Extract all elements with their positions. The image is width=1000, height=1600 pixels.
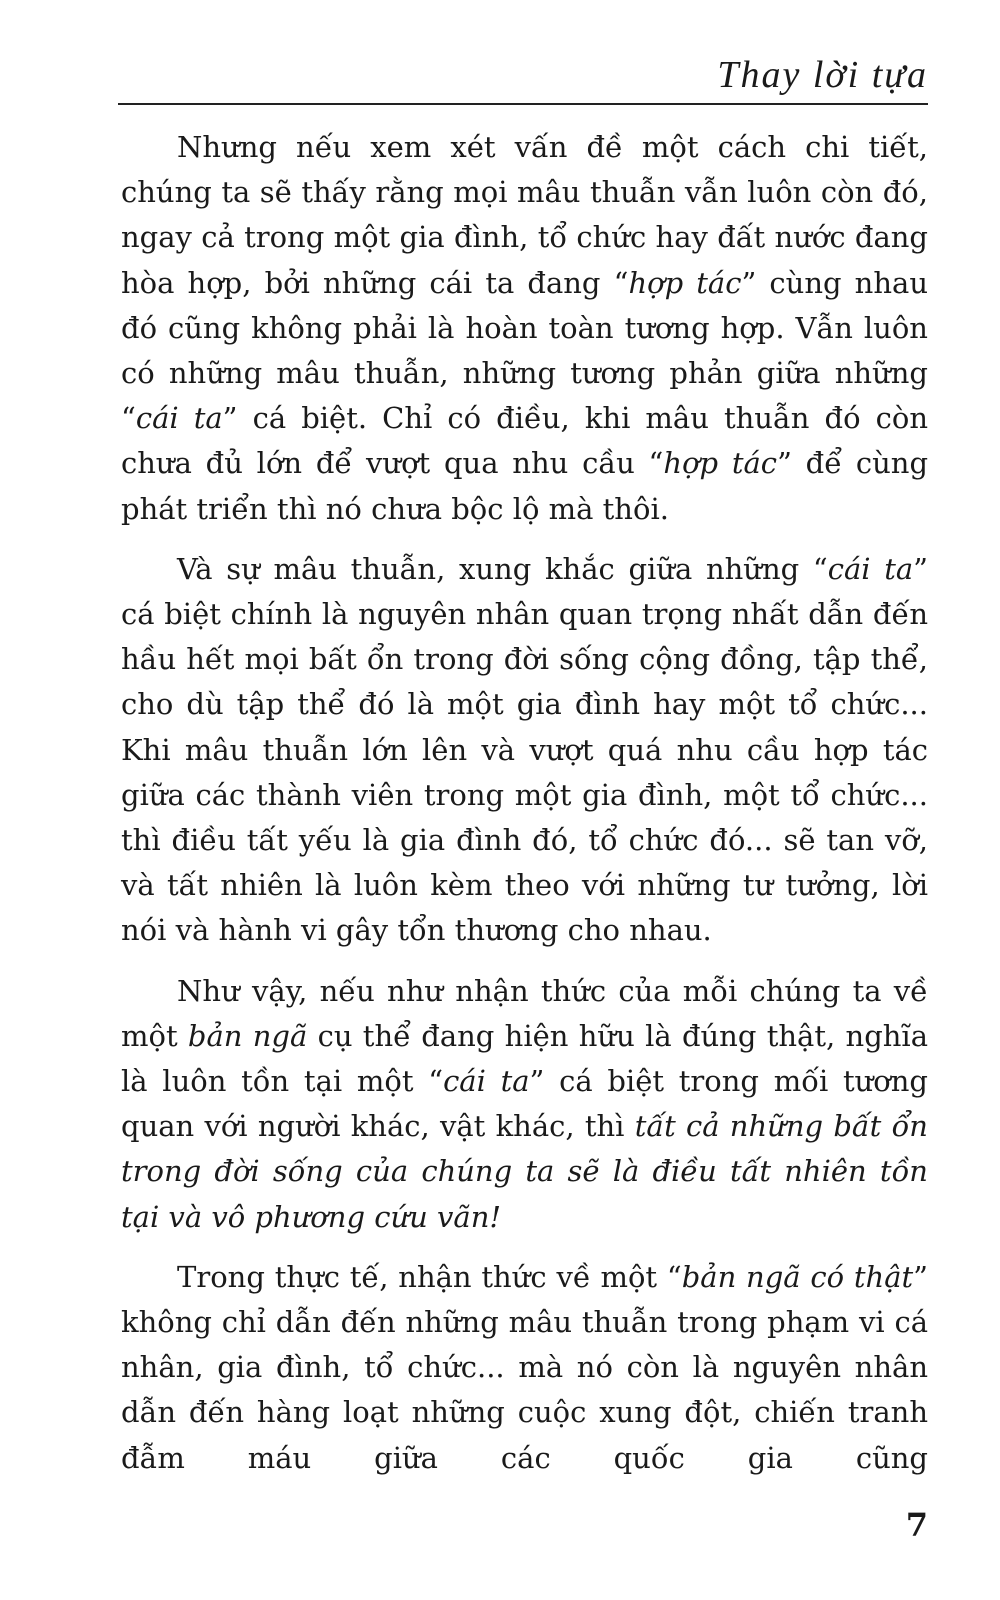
text-run: ” cá biệt. Chỉ có điều, khi mâu thuẫn đó còn chưa đủ lớn để vượt qua nhu cầu “ <box>121 401 929 481</box>
paragraph-1 <box>121 125 928 532</box>
text-run: ” cá biệt trong mối tương quan với người khác, vật khác, thì <box>121 1064 928 1144</box>
italic-text: hợp tác <box>628 265 742 300</box>
italic-text: hợp tác <box>663 446 778 481</box>
italic-text: bản ngã có thật <box>681 1259 914 1294</box>
text-run: Như vậy, nếu như nhận thức của mỗi chúng ta về một <box>121 973 928 1053</box>
paragraph-3 <box>121 969 928 1240</box>
text-run: ” để cùng phát triển thì nó chưa bộc lộ mà thôi. <box>121 446 929 526</box>
text-run: Nhưng nếu xem xét vấn đề một cách chi tiết, chúng ta sẽ thấy rằng mọi mâu thuẫn vẫn luôn còn đó, ngay cả trong một gia đình, tổ chức hay đất nước đang hòa hợp, bởi những cái ta đang “ <box>121 130 928 300</box>
header-rule <box>118 103 928 105</box>
italic-text: bản ngã <box>187 1018 308 1053</box>
italic-text: cái ta <box>827 551 914 586</box>
italic-text: tất cả những bất ổn trong đời sống của chúng ta sẽ là điều tất nhiên tồn tại và vô phương cứu vãn! <box>121 1109 928 1234</box>
paragraph-4 <box>121 1255 928 1481</box>
text-run: cụ thể đang hiện hữu là đúng thật, nghĩa là luôn tồn tại một “ <box>121 1018 928 1099</box>
text-run: Và sự mâu thuẫn, xung khắc giữa những “ <box>177 551 828 586</box>
text-run: ” cùng nhau đó cũng không phải là hoàn toàn tương hợp. Vẫn luôn có những mâu thuẫn, những tương phản giữa những “ <box>121 265 928 436</box>
running-head-title: Thay lời tựa <box>717 54 928 96</box>
italic-text: cái ta <box>135 401 223 436</box>
text-run: ” không chỉ dẫn đến những mâu thuẫn trong phạm vi cá nhân, gia đình, tổ chức... mà nó còn là nguyên nhân dẫn đến hàng loạt những cuộc xung đột, chiến tranh đẫm máu giữa các quốc gia cũng <box>121 1259 928 1475</box>
page-number: 7 <box>905 1506 928 1544</box>
text-run: Trong thực tế, nhận thức về một “ <box>177 1259 682 1294</box>
text-run: ” cá biệt chính là nguyên nhân quan trọng nhất dẫn đến hầu hết mọi bất ổn trong đời sống cộng đồng, tập thể, cho dù tập thể đó là một gia đình hay một tổ chức... Khi mâu thuẫn lớn lên và vượt quá nhu cầu hợp tác giữa các thành viên trong một gia đình, một tổ chức... thì điều tất yếu là gia đình đó, tổ chức đó... sẽ tan vỡ, và tất nhiên là luôn kèm theo với những tư tưởng, lời nói và hành vi gây tổn thương cho nhau. <box>121 551 928 948</box>
italic-text: cái ta <box>443 1064 530 1099</box>
body-text <box>121 125 928 1481</box>
paragraph-2 <box>121 547 928 954</box>
